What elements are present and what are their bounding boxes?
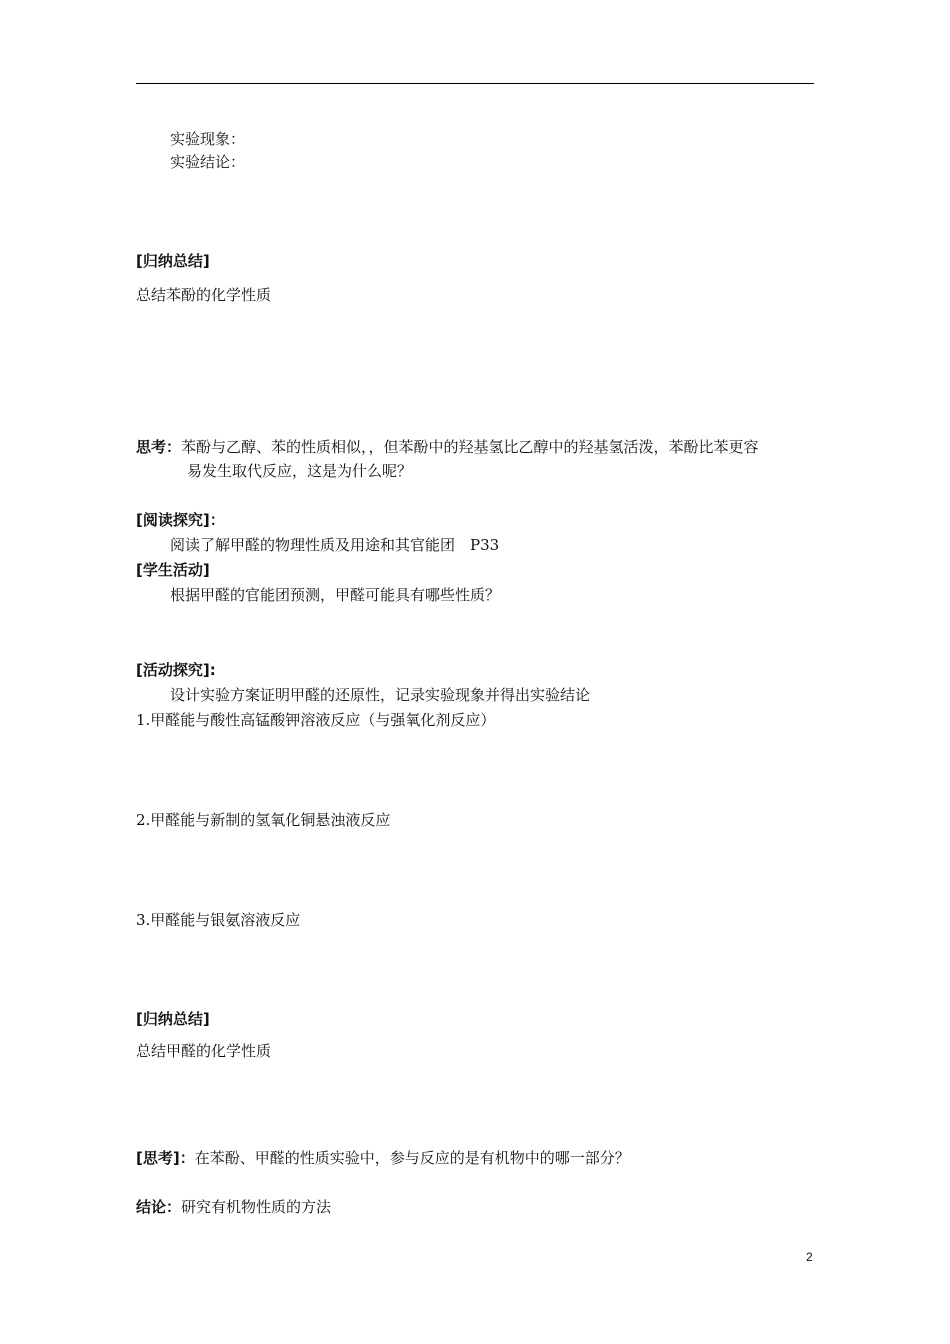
conclusion-paragraph [136, 1197, 331, 1217]
think-text-2: 在苯酚、甲醛的性质实验中，参与反应的是有机物中的哪一部分？ [194, 1149, 630, 1167]
reading-heading: [阅读探究]： [136, 511, 225, 529]
summary-heading-1: [归纳总结] [136, 252, 210, 270]
think-label-2: [思考]： [136, 1149, 195, 1167]
experiment-conclusion-label: 实验结论： [170, 153, 246, 171]
think-line-1: 苯酚与乙醇、苯的性质相似，，但苯酚中的羟基氢比乙醇中的羟基氢活泼，苯酚比苯更容 [181, 438, 759, 456]
activity-item-3: 3.甲醛能与银氨溶液反应 [136, 911, 301, 929]
experiment-phenomenon-label: 实验现象： [170, 130, 246, 148]
conclusion-text: 研究有机物性质的方法 [181, 1198, 332, 1216]
activity-explore-heading: [活动探究]: [136, 661, 216, 679]
student-activity-text: 根据甲醛的官能团预测，甲醛可能具有哪些性质？ [170, 586, 501, 604]
think-label-1: 思考： [136, 438, 182, 456]
conclusion-label: 结论： [136, 1198, 182, 1216]
think-paragraph-2 [136, 1148, 630, 1168]
student-activity-heading: [学生活动] [136, 561, 210, 579]
summary-text-1: 总结苯酚的化学性质 [136, 286, 272, 304]
header-rule [136, 83, 814, 84]
reading-text: 阅读了解甲醛的物理性质及用途和其官能团 P33 [170, 536, 500, 554]
summary-heading-2: [归纳总结] [136, 1010, 210, 1028]
activity-item-2: 2.甲醛能与新制的氢氧化铜悬浊液反应 [136, 811, 391, 829]
activity-item-1: 1.甲醛能与酸性高锰酸钾溶液反应（与强氧化剂反应） [136, 711, 496, 729]
page-number: 2 [806, 1250, 813, 1264]
activity-explore-intro: 设计实验方案证明甲醛的还原性，记录实验现象并得出实验结论 [170, 686, 591, 704]
summary-text-2: 总结甲醛的化学性质 [136, 1042, 272, 1060]
think-line-2: 易发生取代反应，这是为什么呢？ [187, 462, 413, 480]
think-paragraph-1 [136, 437, 759, 457]
